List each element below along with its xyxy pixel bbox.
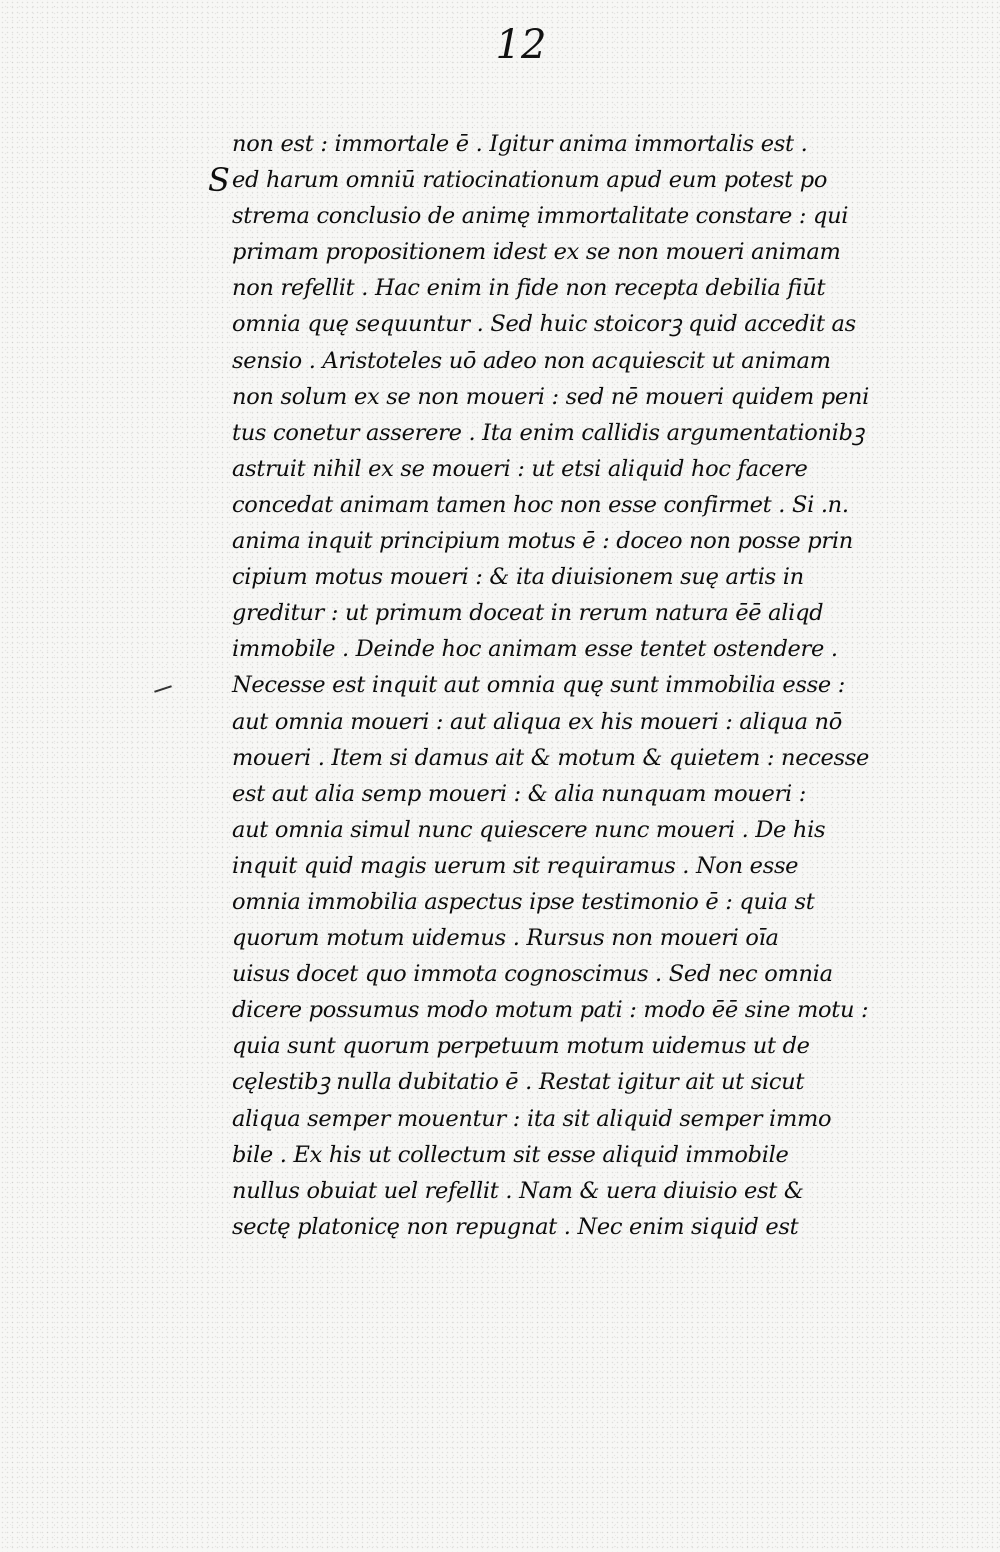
text-line	[232, 848, 912, 884]
text-line	[232, 379, 912, 415]
line-text: aliqua semper mouentur : ita sit aliquid semper immo	[232, 1105, 832, 1132]
text-line	[232, 776, 912, 812]
line-text: uisus docet quo immota cognoscimus . Sed nec omnia	[232, 961, 833, 988]
text-line	[232, 704, 912, 740]
text-line	[232, 740, 912, 776]
line-text: immobile . Deinde hoc animam esse tentet ostendere .	[232, 636, 838, 663]
text-line	[232, 884, 912, 920]
line-text: cęlestibꝫ nulla dubitatio ē . Restat igitur ait ut sicut	[232, 1069, 805, 1096]
line-text: inquit quid magis uerum sit requiramus . Non esse	[232, 852, 799, 879]
text-line	[232, 487, 912, 523]
line-text: quia sunt quorum perpetuum motum uidemus ut de	[232, 1033, 810, 1060]
line-text: primam propositionem idest ex se non moueri animam	[232, 239, 841, 266]
line-text: quorum motum uidemus . Rursus non moueri oīa	[232, 925, 779, 952]
line-text: omnia immobilia aspectus ipse testimonio ē : quia st	[232, 888, 815, 915]
line-text: bile . Ex his ut collectum sit esse aliquid immobile	[232, 1141, 789, 1168]
text-line	[232, 234, 912, 270]
line-text: concedat animam tamen hoc non esse confirmet . Si .n.	[232, 491, 849, 518]
text-line	[232, 1173, 912, 1209]
text-line	[232, 1137, 912, 1173]
text-line	[232, 1064, 912, 1100]
folio-number: 12	[495, 22, 547, 68]
text-line	[208, 161, 912, 200]
text-line	[232, 595, 912, 631]
line-text: tus conetur asserere . Ita enim callidis argumentationibꝫ	[232, 419, 864, 446]
line-text: moueri . Item si damus ait & motum & quietem : necesse	[232, 744, 870, 771]
line-text: nullus obuiat uel refellit . Nam & uera diuisio est &	[232, 1177, 804, 1204]
line-text: non solum ex se non moueri : sed nē moueri quidem peni	[232, 383, 869, 410]
text-line	[232, 1101, 912, 1137]
line-text: greditur : ut primum doceat in rerum natura ēē aliqd	[232, 600, 824, 627]
line-text: strema conclusio de animę immortalitate constare : qui	[232, 203, 849, 230]
text-line	[232, 1209, 912, 1245]
text-line	[232, 451, 912, 487]
initial-letter: S	[208, 161, 230, 200]
text-line	[232, 1028, 912, 1064]
text-line	[232, 667, 912, 703]
manuscript-text-block	[208, 126, 912, 1245]
line-text: Necesse est inquit aut omnia quę sunt immobilia esse :	[232, 672, 846, 699]
text-line	[232, 126, 912, 162]
text-line	[232, 992, 912, 1028]
line-text: aut omnia simul nunc quiescere nunc moueri . De his	[232, 816, 826, 843]
text-line	[232, 631, 912, 667]
margin-mark	[154, 685, 172, 692]
line-text: non est : immortale ē . Igitur anima immortalis est .	[232, 131, 808, 157]
line-text: sensio . Aristoteles uō adeo non acquiescit ut animam	[232, 347, 831, 374]
text-line	[232, 812, 912, 848]
line-text: ed harum omniū ratiocinationum apud eum potest po	[232, 167, 828, 194]
text-line	[232, 306, 912, 342]
line-text: astruit nihil ex se moueri : ut etsi aliquid hoc facere	[232, 455, 808, 482]
line-text: anima inquit principium motus ē : doceo non posse prin	[232, 528, 853, 555]
text-line	[232, 270, 912, 306]
text-line	[232, 956, 912, 992]
text-line	[232, 343, 912, 379]
line-text: est aut alia semp moueri : & alia nunquam moueri :	[232, 780, 806, 807]
text-line	[232, 198, 912, 234]
line-text: dicere possumus modo motum pati : modo ēē sine motu :	[232, 997, 869, 1024]
line-text: omnia quę sequuntur . Sed huic stoicorꝫ quid accedit as	[232, 311, 856, 338]
text-line	[232, 920, 912, 956]
line-text: sectę platonicę non repugnat . Nec enim siquid est	[232, 1213, 799, 1240]
text-line	[232, 523, 912, 559]
line-text: aut omnia moueri : aut aliqua ex his moueri : aliqua nō	[232, 708, 842, 735]
text-line	[232, 415, 912, 451]
line-text: cipium motus moueri : & ita diuisionem suę artis in	[232, 564, 804, 591]
line-text: non refellit . Hac enim in fide non recepta debilia fiūt	[232, 275, 826, 302]
text-line	[232, 559, 912, 595]
